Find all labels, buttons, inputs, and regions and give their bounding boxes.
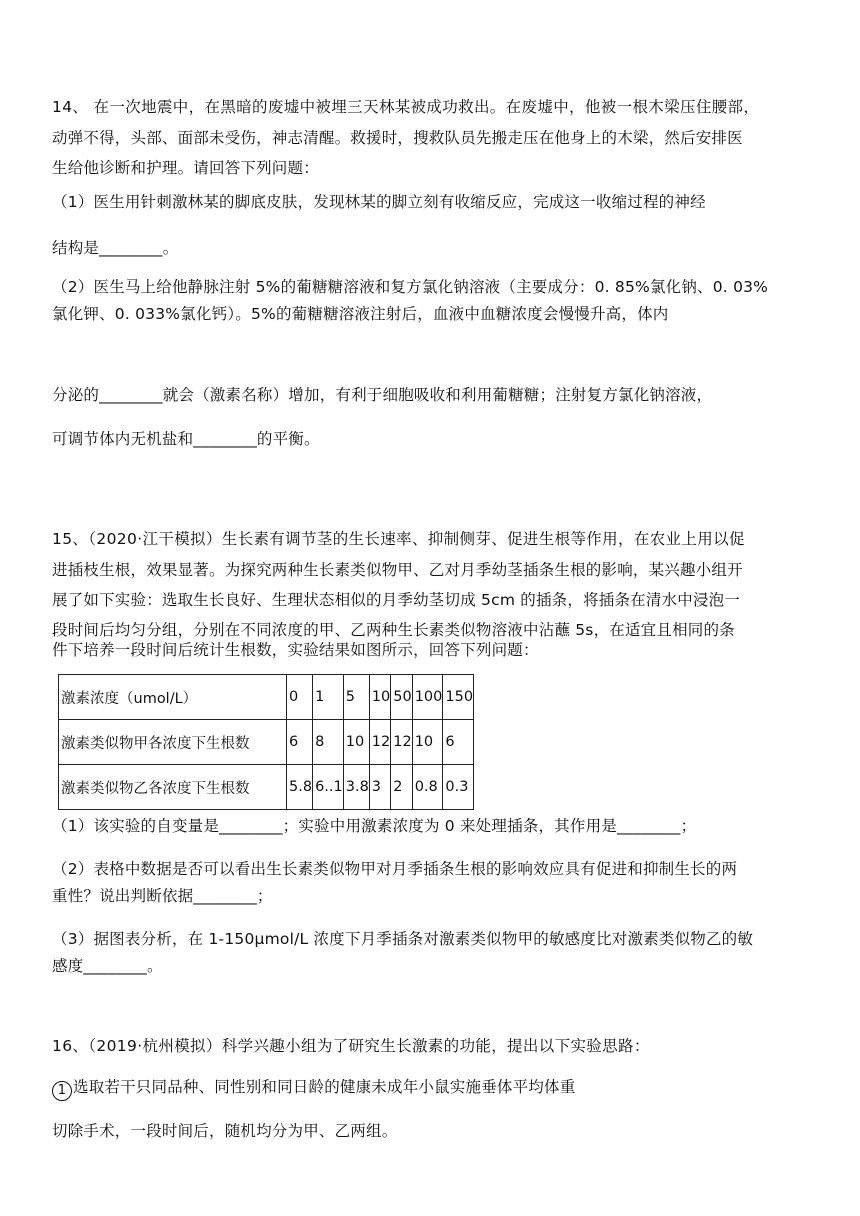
table-cell: 6 (443, 720, 474, 765)
q14-line-1: 14、 在一次地震中，在黑暗的废墟中被埋三天林某被成功救出。在废墟中，他被一根木梁压住腰部， (52, 98, 760, 116)
table-cell: 0.8 (412, 765, 443, 810)
q15-intro-line-2: 进插枝生根，效果显著。为探究两种生长素类似物甲、乙对月季幼茎插条生根的影响，某兴趣小组开 (52, 561, 743, 579)
q15-sub2-line-1: （2）表格中数据是否可以看出生长素类似物甲对月季插条生根的影响效应具有促进和抑制生长的两 (52, 860, 738, 878)
q16-intro: 16、（2019·杭州模拟）科学兴趣小组为了研究生长激素的功能，提出以下实验思路： (52, 1037, 650, 1055)
table-row-label: 激素类似物乙各浓度下生根数 (59, 765, 287, 810)
q15-intro-line-5: 件下培养一段时间后统计生根数，实验结果如图所示，回答下列问题： (52, 641, 539, 659)
q16-step-1-line-2: 切除手术，一段时间后，随机均分为甲、乙两组。 (52, 1122, 398, 1140)
table-cell: 3.8 (343, 765, 369, 810)
table-cell: 0.3 (443, 765, 474, 810)
table-cell: 1 (313, 675, 344, 720)
q15-sub2-line-2: 重性？说出判断依据________； (52, 887, 273, 905)
table-cell: 0 (287, 675, 313, 720)
q14-line-2: 动弹不得，头部、面部未受伤，神志清醒。救援时，搜救队员先搬走压在他身上的木梁，然后安排医 (52, 129, 743, 147)
q15-intro-line-1: 15、（2020·江干模拟）生长素有调节茎的生长速率、抑制侧芽、促进生根等作用，在农业上用以促 (52, 530, 745, 548)
q15-sub3-line-1: （3）据图表分析，在 1-150μmol/L 浓度下月季插条对激素类似物甲的敏感度比对激素类似物乙的敏 (52, 930, 754, 948)
results-table (58, 674, 474, 810)
table-cell: 10 (343, 720, 369, 765)
table-cell: 10 (412, 720, 443, 765)
table-cell: 12 (391, 720, 412, 765)
q14-sub2-line-4: 可调节体内无机盐和________的平衡。 (52, 430, 320, 448)
table-cell: 150 (443, 675, 474, 720)
table-cell: 8 (313, 720, 344, 765)
circled-number-1: 1 (52, 1081, 72, 1101)
table-row (59, 675, 474, 720)
table-row (59, 720, 474, 765)
table-cell: 2 (391, 765, 412, 810)
q15-sub3-line-2: 感度________。 (52, 957, 163, 975)
q14-sub1-line-2: 结构是________。 (52, 239, 179, 257)
q16-step-1-line-1 (52, 1077, 812, 1101)
table-cell: 100 (412, 675, 443, 720)
table-row-label: 激素类似物甲各浓度下生根数 (59, 720, 287, 765)
table-cell: 6 (287, 720, 313, 765)
table-row (59, 765, 474, 810)
q15-sub1: （1）该实验的自变量是________；实验中用激素浓度为 0 来处理插条，其作用是________； (52, 817, 697, 835)
table-cell: 12 (369, 720, 390, 765)
table-cell: 3 (369, 765, 390, 810)
q15-intro-line-3: 展了如下实验：选取生长良好、生理状态相似的月季幼茎切成 5cm 的插条，将插条在清水中浸泡一 (52, 591, 741, 609)
table-cell: 5 (343, 675, 369, 720)
q14-sub2-line-2: 氯化钾、0. 033%氯化钙）。5%的葡糖糖溶液注射后，血液中血糖浓度会慢慢升高，体内 (52, 305, 669, 323)
q15-intro-line-4: 段时间后均匀分组，分别在不同浓度的甲、乙两种生长素类似物溶液中沾蘸 5s，在适宜且相同的条 (52, 621, 735, 639)
q14-sub2-line-3: 分泌的________就会（激素名称）增加，有利于细胞吸收和利用葡糖糖；注射复方氯化钠溶液， (52, 386, 713, 404)
table-cell: 5.8 (287, 765, 313, 810)
q14-sub1-line-1: （1）医生用针刺激林某的脚底皮肤，发现林某的脚立刻有收缩反应，完成这一收缩过程的神经 (52, 193, 706, 211)
q14-sub2-line-1: （2）医生马上给他静脉注射 5%的葡糖糖溶液和复方氯化钠溶液（主要成分：0. 85%氯化钠、0. 03% (52, 278, 769, 296)
q16-step-1-text: 选取若干只同品种、同性别和同日龄的健康未成年小鼠实施垂体平均体重 (73, 1078, 576, 1096)
table-header-cell: 激素浓度（umol/L） (59, 675, 287, 720)
table-cell: 50 (391, 675, 412, 720)
table-cell: 6..1 (313, 765, 344, 810)
table-cell: 10 (369, 675, 390, 720)
q14-line-3: 生给他诊断和护理。请回答下列问题： (52, 159, 319, 177)
